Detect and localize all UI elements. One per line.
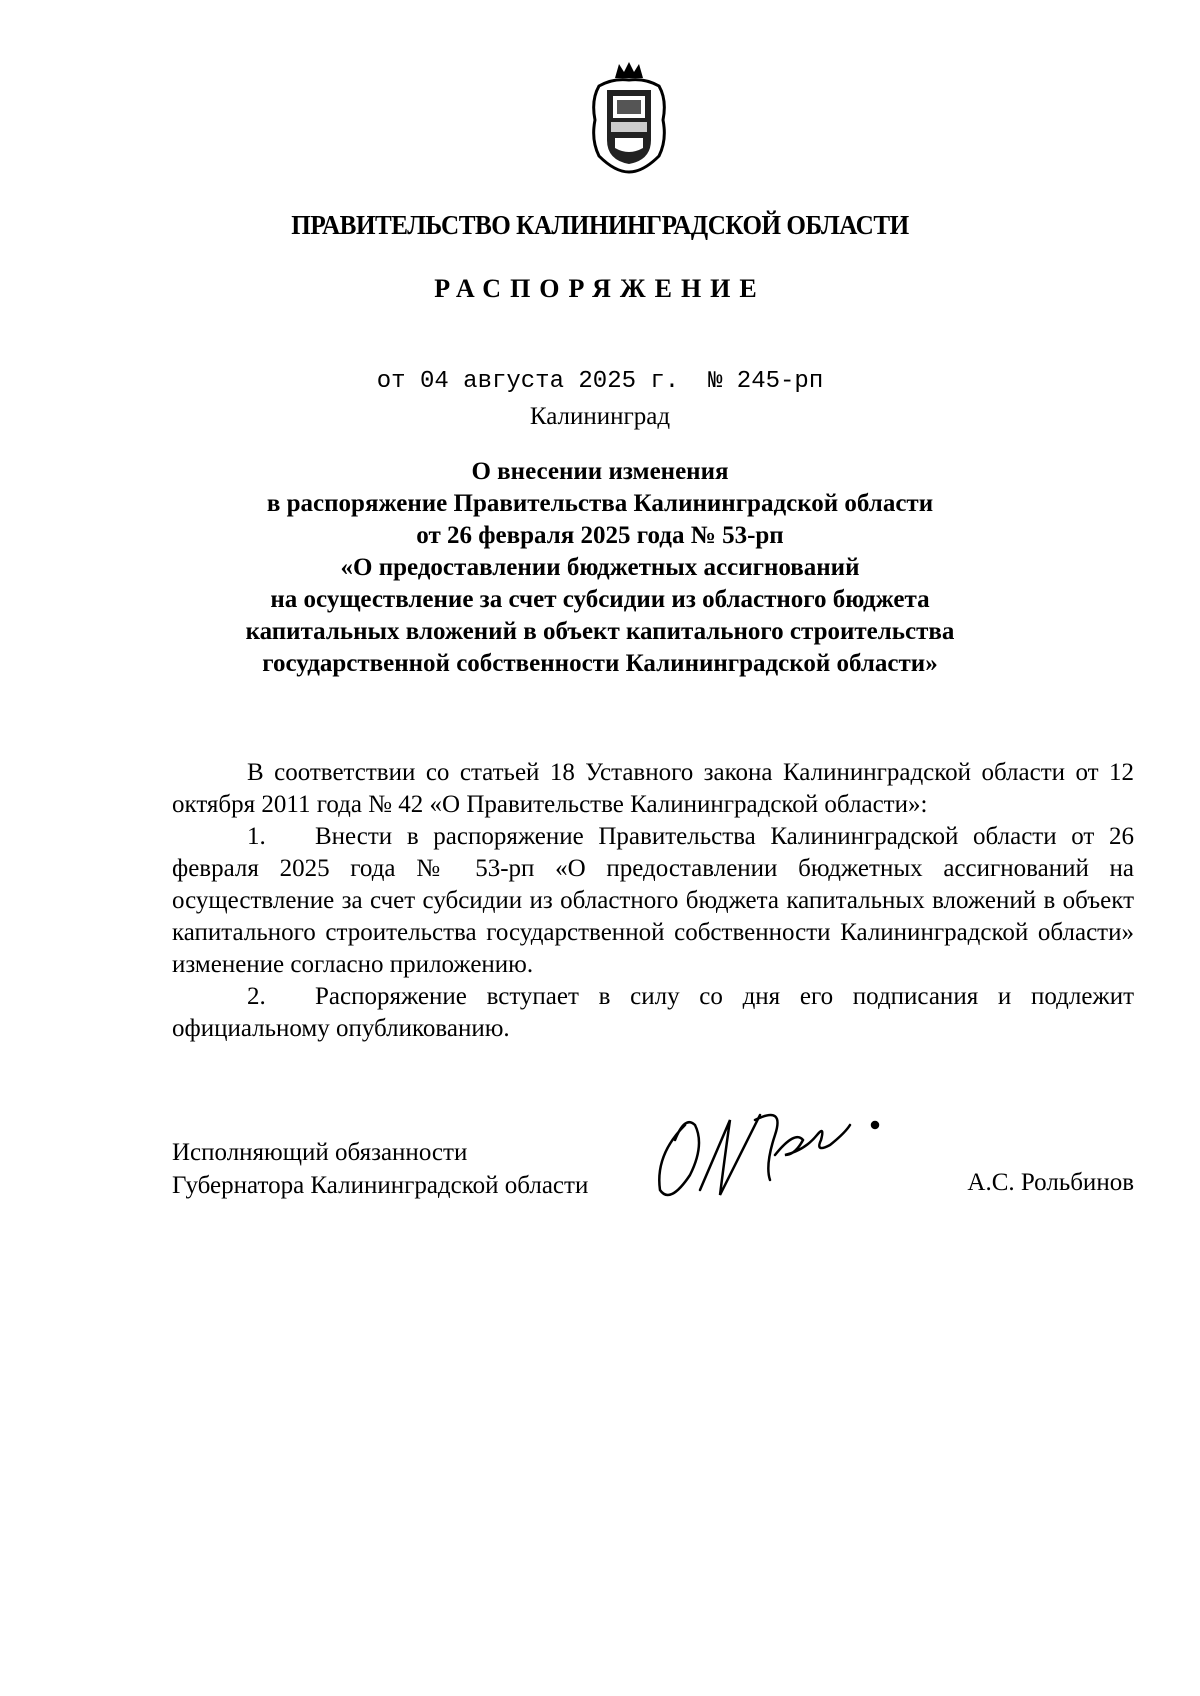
- item-1: [172, 821, 1134, 981]
- title-line: «О предоставлении бюджетных ассигнований: [340, 554, 860, 581]
- position-line: Исполняющий обязанности: [172, 1139, 468, 1166]
- position-line: Губернатора Калининградской области: [172, 1172, 589, 1199]
- organization-heading: ПРАВИТЕЛЬСТВО КАЛИНИНГРАДСКОЙ ОБЛАСТИ: [291, 210, 909, 240]
- item-text: Распоряжение вступает в силу со дня его подписания и подлежит официальному опубликованию.: [172, 983, 1134, 1042]
- title-line: от 26 февраля 2025 года № 53-рп: [416, 522, 784, 549]
- item-2: [172, 981, 1134, 1045]
- document-type-heading: РАСПОРЯЖЕНИЕ: [434, 274, 766, 303]
- signatory-position: [172, 1136, 588, 1202]
- handwritten-signature: [645, 1095, 945, 1215]
- item-number: 2.: [247, 983, 266, 1010]
- title-line: на осуществление за счет субсидии из областного бюджета: [270, 586, 930, 613]
- title-line: в распоряжение Правительства Калининградской области: [266, 490, 934, 517]
- item-number: 1.: [247, 823, 266, 850]
- signatory-name: А.С. Рольбинов: [967, 1169, 1134, 1196]
- title-line: О внесении изменения: [471, 458, 729, 485]
- date-and-number: от 04 августа 2025 г. № 245-рп: [376, 368, 824, 395]
- item-text: Внести в распоряжение Правительства Калининградской области от 26 февраля 2025 года № 53-рп «О предоставлении бюджетных ассигнований на осуществление за счет субсидии из областного бюджета капитальных вложений в объект капитального строительства государственной собственности Калининградской области» изменение согласно приложению.: [172, 823, 1134, 978]
- city: Калининград: [529, 403, 671, 430]
- preamble: В соответствии со статьей 18 Уставного закона Калининградской области от 12 октября 2011 года № 42 «О Правительстве Калининградской области»:: [172, 759, 1134, 818]
- coat-of-arms-emblem: [585, 60, 673, 174]
- title-line: капитальных вложений в объект капитального строительства: [245, 618, 955, 645]
- document-title: [0, 456, 1200, 680]
- document-body: [172, 757, 1134, 1045]
- title-line: государственной собственности Калининградской области»: [262, 650, 938, 677]
